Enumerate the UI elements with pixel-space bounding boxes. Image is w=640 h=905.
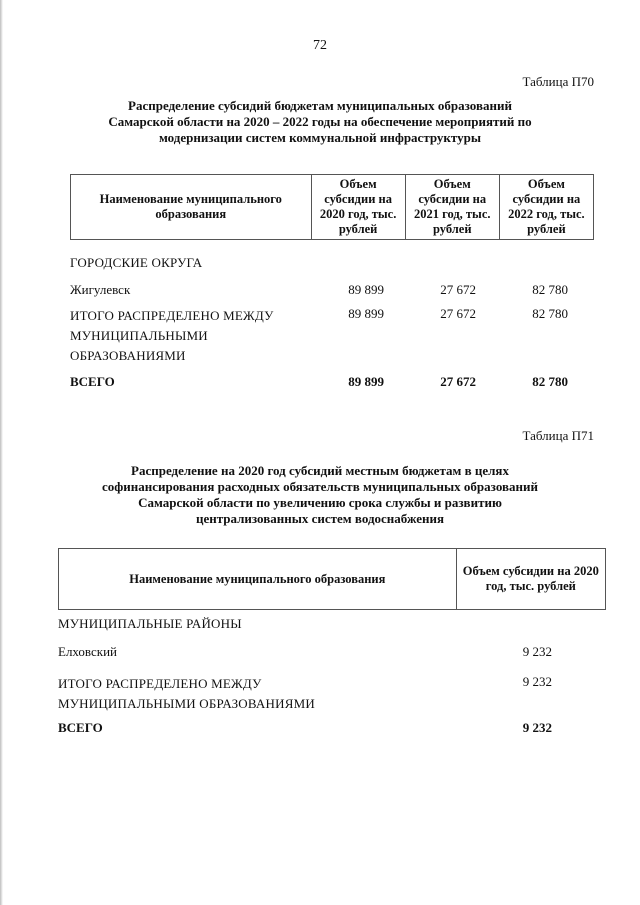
- row-name: [58, 674, 315, 714]
- value-2021: 27 672: [440, 374, 476, 389]
- column-header: Наименование муниципального образования: [71, 175, 312, 240]
- row-name: Жигулевск: [70, 282, 131, 297]
- table-title: [0, 98, 640, 146]
- title-line: централизованных систем водоснабжения: [195, 511, 445, 526]
- section-heading: МУНИЦИПАЛЬНЫЕ РАЙОНЫ: [58, 616, 242, 631]
- title-line: Распределение на 2020 год субсидий местным бюджетам в целях: [131, 463, 509, 478]
- value-2021: 27 672: [440, 282, 476, 297]
- value-2020: 9 232: [522, 674, 552, 689]
- column-header: Объем субсидии на 2022 год, тыс. рублей: [499, 175, 593, 240]
- title-line: Самарской области по увеличению срока службы и развитию: [138, 495, 502, 510]
- table-body: [70, 250, 594, 400]
- value-2020: 89 899: [348, 374, 384, 389]
- table-title: [0, 463, 640, 527]
- value-2022: 82 780: [532, 306, 568, 321]
- row-name-line: ИТОГО РАСПРЕДЕЛЕНО МЕЖДУ: [70, 308, 274, 323]
- value-2021: 27 672: [440, 306, 476, 321]
- table-header: [70, 174, 594, 240]
- row-name: [70, 306, 274, 366]
- row-name: ВСЕГО: [70, 374, 115, 389]
- column-header: Объем субсидии на 2020 год, тыс. рублей: [456, 549, 605, 610]
- row-name-line: МУНИЦИПАЛЬНЫМИ ОБРАЗОВАНИЯМИ: [58, 696, 315, 711]
- column-header: Наименование муниципального образования: [59, 549, 457, 610]
- title-line: модернизации систем коммунальной инфраструктуры: [158, 130, 482, 145]
- section-heading: ГОРОДСКИЕ ОКРУГА: [70, 255, 203, 270]
- value-2020: 9 232: [522, 720, 552, 735]
- row-name: ВСЕГО: [58, 720, 103, 735]
- column-header: Объем субсидии на 2021 год, тыс. рублей: [405, 175, 499, 240]
- title-line: Распределение субсидий бюджетам муниципальных образований: [128, 98, 512, 113]
- page-number: 72: [313, 38, 327, 53]
- column-header: Объем субсидии на 2020 год, тыс. рублей: [311, 175, 405, 240]
- table-header: [58, 548, 606, 610]
- title-line: софинансирования расходных обязательств муниципальных образований: [102, 479, 538, 494]
- row-name-line: ОБРАЗОВАНИЯМИ: [70, 348, 186, 363]
- table-label: Таблица П70: [522, 74, 594, 89]
- row-name: Елховский: [58, 644, 117, 659]
- row-name-line: МУНИЦИПАЛЬНЫМИ: [70, 328, 208, 343]
- value-2022: 82 780: [532, 282, 568, 297]
- row-name-line: ИТОГО РАСПРЕДЕЛЕНО МЕЖДУ: [58, 676, 262, 691]
- value-2022: 82 780: [532, 374, 568, 389]
- value-2020: 89 899: [348, 282, 384, 297]
- title-line: Самарской области на 2020 – 2022 годы на обеспечение мероприятий по: [108, 114, 532, 129]
- value-2020: 89 899: [348, 306, 384, 321]
- table-body: [58, 614, 606, 744]
- table-label: Таблица П71: [522, 428, 594, 443]
- value-2020: 9 232: [522, 644, 552, 659]
